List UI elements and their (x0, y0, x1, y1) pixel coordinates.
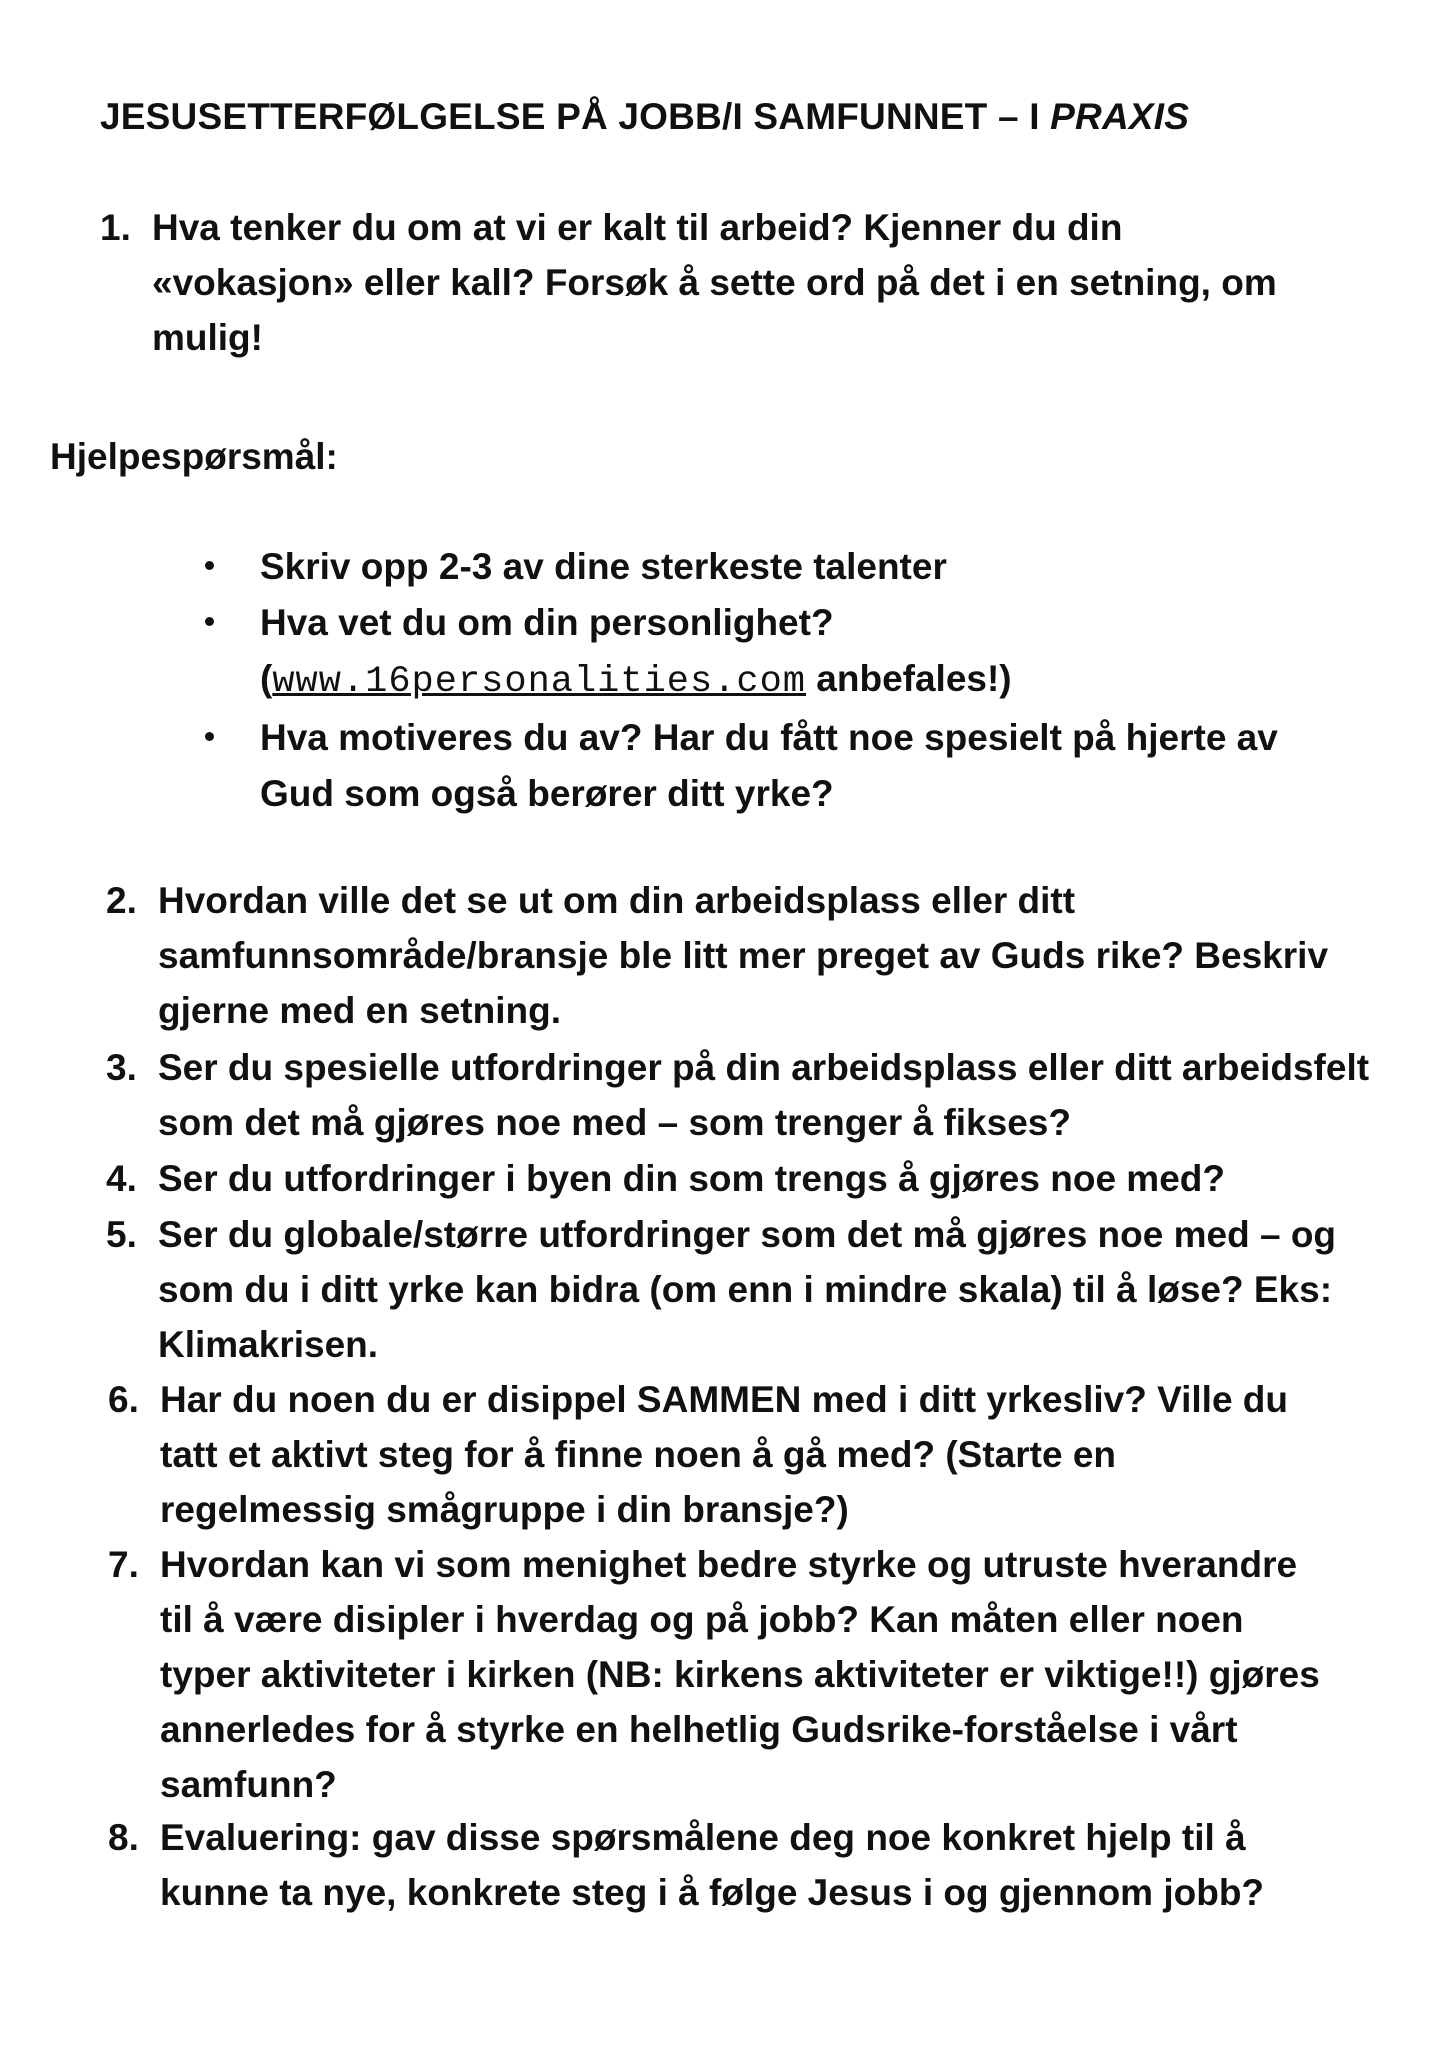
question-1 (100, 200, 1330, 365)
question-number: 4. (106, 1158, 137, 1199)
list-item (200, 595, 1320, 710)
question-text: Ser du spesielle utfordringer på din arbeidsplass eller ditt arbeidsfelt som det må gjøres noe med – som trenger å fikses? (158, 1047, 1370, 1143)
bullet-paren-open: ( (260, 658, 273, 699)
bullet-text: Skriv opp 2-3 av dine sterkeste talenter (260, 546, 947, 587)
question-8 (108, 1810, 1338, 1920)
question-2 (106, 873, 1346, 1038)
bullet-icon (205, 561, 214, 570)
bullet-paren-close: anbefales!) (806, 658, 1012, 699)
bullet-text: Hva vet du om din personlighet? (260, 602, 834, 643)
bullet-icon (205, 617, 214, 626)
question-number: 6. (108, 1379, 139, 1420)
bullet-text: Hva motiveres du av? Har du fått noe spesielt på hjerte av Gud som også berører ditt yrke? (260, 717, 1278, 814)
question-text: Evaluering: gav disse spørsmålene deg noe konkret hjelp til å kunne ta nye, konkrete steg i å følge Jesus i og gjennom jobb? (160, 1817, 1265, 1913)
question-text: Ser du utfordringer i byen din som trengs å gjøres noe med? (158, 1158, 1225, 1199)
question-number: 8. (108, 1817, 139, 1858)
question-number: 3. (106, 1047, 137, 1088)
question-text: Har du noen du er disippel SAMMEN med i ditt yrkesliv? Ville du tatt et aktivt steg for å finne noen å gå med? (Starte en regelmessig smågruppe i din bransje?) (160, 1379, 1289, 1530)
question-text: Ser du globale/større utfordringer som det må gjøres noe med – og som du i ditt yrke kan bidra (om enn i mindre skala) til å løse? Eks: Klimakrisen. (158, 1214, 1337, 1365)
list-item (200, 539, 1320, 595)
helper-bullet-list (200, 539, 1320, 822)
page-title (100, 92, 1189, 142)
question-7 (108, 1537, 1338, 1812)
question-text: Hva tenker du om at vi er kalt til arbeid? Kjenner du din «vokasjon» eller kall? Forsøk å sette ord på det i en setning, om mulig! (152, 207, 1277, 358)
title-italic: PRAXIS (1050, 96, 1190, 137)
question-number: 7. (108, 1544, 139, 1585)
personalities-link[interactable]: www.16personalities.com (272, 661, 807, 703)
title-main: JESUSETTERFØLGELSE PÅ JOBB/I SAMFUNNET – I (100, 96, 1051, 137)
question-number: 2. (106, 880, 137, 921)
question-text: Hvordan kan vi som menighet bedre styrke og utruste hverandre til å være disipler i hverdag og på jobb? Kan måten eller noen typer aktiviteter i kirken (NB: kirkens aktiviteter er viktige!!) gjøres annerledes for å styrke en helhetlig Gudsrike-forståelse i vårt samfunn? (160, 1544, 1320, 1805)
question-4 (106, 1151, 1376, 1206)
helper-heading: Hjelpespørsmål: (50, 436, 338, 477)
question-5 (106, 1207, 1356, 1372)
question-text: Hvordan ville det se ut om din arbeidsplass eller ditt samfunnsområde/bransje ble litt mer preget av Guds rike? Beskriv gjerne med en setning. (158, 880, 1329, 1031)
question-number: 1. (100, 207, 131, 248)
bullet-icon (205, 732, 214, 741)
question-3 (106, 1040, 1376, 1150)
list-item (200, 710, 1320, 822)
question-number: 5. (106, 1214, 137, 1255)
question-6 (108, 1372, 1338, 1537)
